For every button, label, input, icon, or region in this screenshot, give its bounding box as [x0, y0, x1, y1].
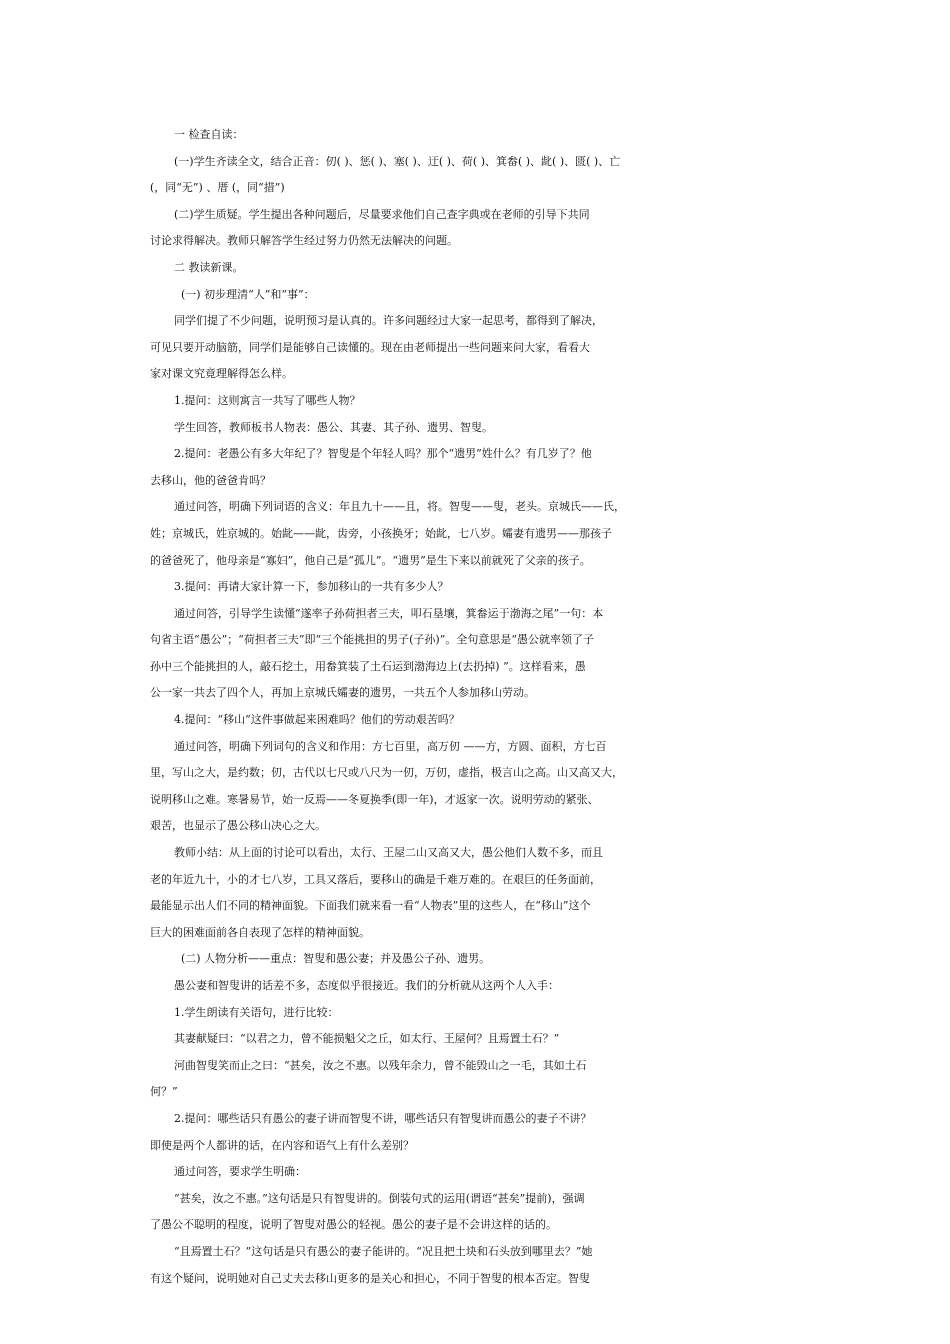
text-line: 通过问答，引导学生读懂“遂率子孙荷担者三夫，叩石垦壤，箕畚运于渤海之尾”一句：本 [174, 606, 604, 620]
text-line: 的爸爸死了，他母亲是“寡妇”，他自己是“孤儿”。“遗男”是生下来以前就死了父亲的孩子。 [150, 553, 591, 567]
text-line: 去移山，他的爸爸肯吗？ [150, 473, 271, 487]
text-line: 学生回答，教师板书人物表：愚公、其妻、其子孙、遗男、智叟。 [174, 420, 493, 434]
text-line: 何？” [150, 1085, 178, 1099]
text-line: 河曲智叟笑而止之曰：“甚矣，汝之不惠。以残年余力，曾不能毁山之一毛，其如土石 [174, 1058, 587, 1072]
text-line: 姓；京城氏，姓京城的。始龀——龀，齿旁，小孩换牙；始龀，七八岁。孀妻有遗男——那孩子 [150, 526, 612, 540]
text-line: 巨大的困难面前各自表现了怎样的精神面貌。 [150, 925, 370, 939]
text-line: 即使是两个人都讲的话，在内容和语气上有什么差别？ [150, 1138, 414, 1152]
text-line: 句省主语“愚公”；“荷担者三夫”即“三个能挑担的男子(子孙)”。全句意思是“愚公就率领了子 [150, 633, 594, 647]
text-line: 了愚公不聪明的程度，说明了智叟对愚公的轻视。愚公的妻子是不会讲这样的话的。 [150, 1218, 557, 1232]
text-line: 艰苦，也显示了愚公移山决心之大。 [150, 819, 326, 833]
text-line: (二)学生质疑。学生提出各种问题后，尽量要求他们自己查字典或在老师的引导下共同 [174, 207, 590, 221]
text-line: “且焉置土石？”这句话是只有愚公的妻子能讲的。“况且把土块和石头放到哪里去？”她 [174, 1244, 593, 1258]
text-line: 2.提问：哪些话只有愚公的妻子讲而智叟不讲，哪些话只有智叟讲而愚公的妻子不讲？ [174, 1111, 592, 1125]
text-line: 二 教读新课。 [174, 260, 244, 274]
text-line: 可见只要开动脑筋，同学们是能够自己读懂的。现在由老师提出一些问题来问大家，看看大 [150, 340, 590, 354]
text-line: 1.提问：这则寓言一共写了哪些人物？ [174, 393, 361, 407]
text-line: 家对课文究竟理解得怎么样。 [150, 367, 293, 381]
text-line: 1.学生朗读有关语句，进行比较： [174, 1005, 339, 1019]
text-line: 其妻献疑曰：“以君之力，曾不能损魁父之丘，如太行、王屋何？且焉置土石？” [174, 1032, 560, 1046]
text-line: 2.提问：老愚公有多大年纪了？智叟是个年轻人吗？那个“遗男”姓什么？有几岁了？他 [174, 447, 592, 461]
text-line: 最能显示出人们不同的精神面貌。下面我们就来看一看“人物表”里的这些人，在“移山”这个 [150, 899, 591, 913]
text-line: 讨论求得解决。教师只解答学生经过努力仍然无法解决的问题。 [150, 234, 458, 248]
text-line: 通过问答，明确下列词句的含义和作用：方七百里，高万仞 ——方，方圆、面积，方七百 [174, 739, 607, 753]
text-line: 4.提问：“移山”这件事做起来困难吗？他们的劳动艰苦吗？ [174, 713, 460, 727]
text-line: 通过问答，要求学生明确： [174, 1165, 306, 1179]
text-line: (一) 初步理清“人”和“事”： [181, 287, 315, 301]
text-line: 有这个疑问，说明她对自己丈夫去移山更多的是关心和担心，不同于智叟的根本否定。智叟 [150, 1271, 590, 1285]
text-line: 教师小结：从上面的讨论可以看出，太行、王屋二山又高又大，愚公他们人数不多，而且 [174, 846, 603, 860]
document-body [150, 122, 802, 1292]
text-line: 通过问答，明确下列词语的含义：年且九十——且，将。智叟——叟，老头。京城氏——氏， [174, 500, 625, 514]
text-line: “甚矣，汝之不惠。”这句话是只有智叟讲的。倒装句式的运用(谓语“甚矣”提前)，强调 [174, 1191, 585, 1205]
text-line: 愚公妻和智叟讲的话差不多，态度似乎很接近。我们的分析就从这两个人入手： [174, 979, 559, 992]
text-line: 里，写山之大，是约数；仞，古代以七尺或八尺为一仞，万仞，虚指，极言山之高。山又高又大， [150, 766, 623, 780]
text-line: 一 检查自读： [174, 128, 244, 141]
text-line: 老的年近九十，小的才七八岁，工具又落后，要移山的确是千难万难的。在艰巨的任务面前， [150, 872, 601, 886]
text-line: 3.提问：再请大家计算一下，参加移山的一共有多少人？ [174, 580, 449, 594]
text-line: (，同“无”) 、厝 (，同“措”) [150, 181, 285, 195]
text-line: (二) 人物分析——重点：智叟和愚公妻；并及愚公子孙、遗男。 [181, 952, 491, 966]
text-line: 公一家一共去了四个人，再加上京城氏孀妻的遗男，一共五个人参加移山劳动。 [150, 686, 535, 700]
text-line: 同学们提了不少问题，说明预习是认真的。许多问题经过大家一起思考，都得到了解决， [174, 314, 603, 328]
text-line: 说明移山之难。寒暑易节，始一反焉——冬夏换季(即一年)，才返家一次。说明劳动的紧张、 [150, 792, 599, 806]
text-line: (一)学生齐读全文，结合正音：仞( )、惩( )、塞( )、迂( )、荷( )、箕畚( )、龀( )、匮( )、亡 [174, 154, 621, 168]
text-line: 孙中三个能挑担的人，敲石挖土，用畚箕装了土石运到渤海边上(去扔掉) ”。这样看来，愚 [150, 659, 586, 673]
